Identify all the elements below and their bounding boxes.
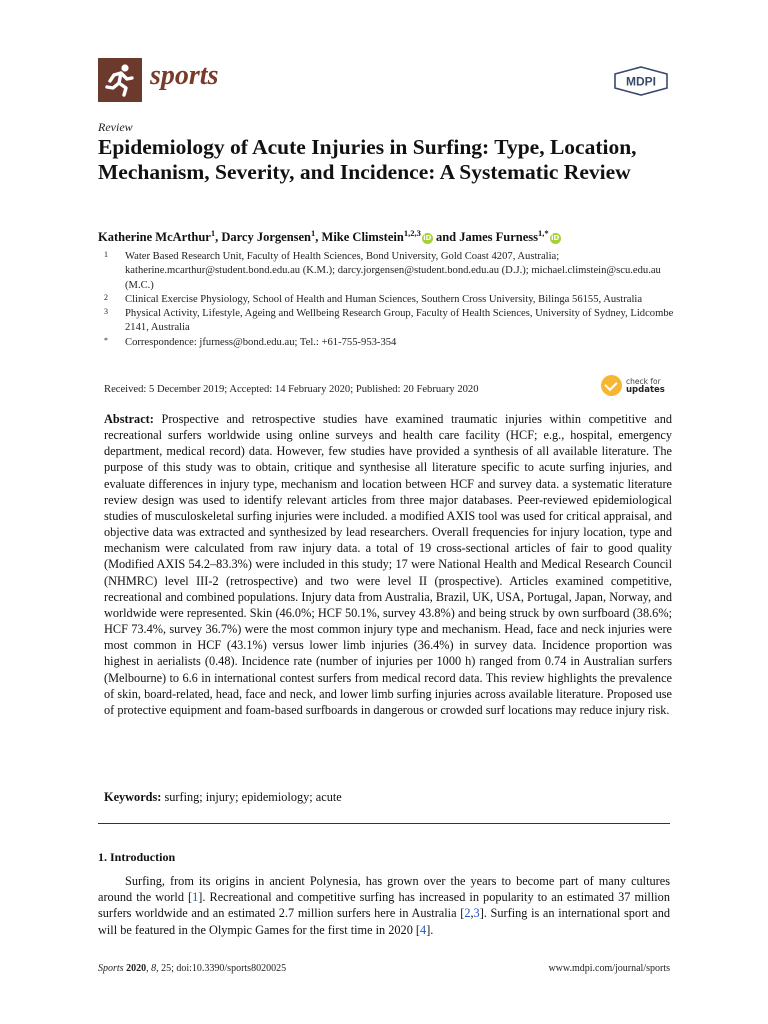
keywords-label: Keywords: [104, 790, 162, 804]
abstract-text: Prospective and retrospective studies have examined traumatic injuries within competitive and recreational surfers worldwide using online surveys and health care facility (HCF; e.g., hospital, emergency department, medical record) data. However, few studies have provided a synthesis of all available literature. The purpose of this study was to obtain, critique and synthesise all literature specific to acute surfing injuries, and evaluate differences in injury type, mechanism and location between HCF and survey data. a systematic literature review design was used to identify relevant articles from three major databases. Peer-reviewed epidemiological studies of musculoskeletal surfing injuries were included. a modified AXIS tool was used for critical appraisal, and objective data was extracted and synthesized by lead researchers. Overall frequencies for injury location, type and mechanism were calculated from raw injury data. a total of 19 cross-sectional articles of fair to good quality (Modified AXIS 54.2–83.3%) were included in this study; 17 were National Health and Medical Research Council (NHMRC) level III-2 (retrospective) and two were level II (prospective). Articles examined competitive, recreational and combined populations. Injury data from Australia, Brazil, UK, USA, Portugal, Japan, Norway, and worldwide were represented. Skin (46.0%; HCF 50.1%, survey 43.8%) and being struck by own surfboard (38.6%; HCF 73.4%, survey 36.7%) were the most common injury type and mechanism. Head, face and neck injuries were most common in HCF (43.1%) versus lower limb injuries (36.4%) in survey data. Incidence proportion was highest in aerialists (0.48). Incidence rate (number of injuries per 1000 h) ranged from 0.74 in Australian surfers (Melbourne) to 6.6 in international contest surfers from medical record data. This review highlights the prevalence of skin, board-related, head, face and neck, and lower limb surfing injuries across available literature. Proposed use of protective equipment and foam-based surfboards in dangerous or crowded surf locations may reduce injury risk. [104, 412, 673, 717]
article-type: Review [98, 120, 133, 134]
check-updates-line2: updates [626, 385, 665, 395]
introduction-paragraph [98, 873, 670, 938]
abstract-label: Abstract: [104, 412, 154, 426]
affiliations [104, 250, 674, 350]
author-name: Darcy Jorgensen [221, 230, 312, 245]
intro-text: ]. Surfing is an international sport and will be featured in the Olympic Games for the first time in 2020 [ [98, 906, 670, 937]
intro-text: ]. [426, 922, 434, 937]
footer-url[interactable]: www.mdpi.com/journal/sports [548, 963, 670, 974]
footer-citation: Sports 2020, 8, 25; doi:10.3390/sports8020025 [98, 963, 287, 974]
keywords [104, 790, 342, 805]
orcid-icon[interactable]: iD [423, 234, 432, 243]
author-affil-sup: 1,2,3 [403, 228, 421, 238]
check-for-updates-button[interactable] [601, 374, 671, 398]
author-affil-sup: 1 [311, 228, 316, 238]
divider [98, 823, 670, 824]
author-list [98, 228, 698, 245]
intro-text: Surfing, from its origins in ancient Polynesia, has grown over the years to become part of many cultures around the world [ [98, 874, 670, 905]
author-separator: , [315, 230, 322, 245]
check-updates-line1: check for [626, 377, 661, 386]
author-affil-sup: 1 [210, 228, 216, 238]
journal-header [98, 58, 670, 104]
footer-doi: , 25; doi:10.3390/sports8020025 [156, 963, 287, 974]
affiliation-text: Physical Activity, Lifestyle, Ageing and Wellbeing Research Group, Faculty of Health Sciences, University of Sydney, Lidcombe 2141, Australia [125, 308, 674, 334]
affiliation-text: Water Based Research Unit, Faculty of Health Sciences, Bond University, Gold Coast 4207, Australia; katherine.mcarthur@student.bond.edu.au (K.M.); darcy.jorgensen@student.bond.edu.au (D.J.); michael.climstein@scu.edu.au (M.C.) [125, 251, 661, 291]
affiliation-number: 1 [104, 250, 108, 259]
author-name: James Furness [459, 230, 539, 245]
check-updates-icon [601, 375, 622, 396]
journal-name: sports [150, 60, 219, 91]
citation-link[interactable]: 1 [192, 890, 199, 905]
correspondence-text: Correspondence: jfurness@bond.edu.au; Tel.: +61-755-953-354 [125, 336, 397, 348]
paper-title: Epidemiology of Acute Injuries in Surfing: Type, Location, Mechanism, Severity, and Incidence: A Systematic Review [98, 135, 637, 184]
mdpi-logo [612, 66, 670, 100]
author-separator: , [215, 230, 222, 245]
citation-link[interactable]: 4 [420, 922, 427, 937]
author-name: Mike Climstein [321, 230, 404, 245]
affiliation-text: Clinical Exercise Physiology, School of Health and Human Sciences, Southern Cross University, Bilinga 56155, Australia [125, 293, 643, 305]
orcid-icon[interactable]: iD [551, 234, 560, 243]
affiliation-number: * [104, 335, 108, 345]
intro-text: ]. Recreational and competitive surfing has increased in popularity to an estimated 37 million surfers worldwide and an estimated 2.7 million surfers here in Australia [ [98, 890, 670, 921]
keywords-text: surfing; injury; epidemiology; acute [164, 790, 342, 804]
correspondence-item [104, 336, 674, 350]
author-affil-sup: 1,* [538, 228, 549, 238]
affiliation-item [104, 307, 674, 336]
affiliation-item [104, 293, 674, 307]
publication-dates: Received: 5 December 2019; Accepted: 14 February 2020; Published: 20 February 2020 [104, 384, 479, 395]
affiliation-number: 3 [104, 307, 108, 317]
section-heading: 1. Introduction [98, 850, 176, 864]
sports-logo-icon [98, 58, 142, 102]
footer-year: 2020 [126, 963, 147, 974]
author-name: Katherine McArthur [98, 230, 211, 245]
affiliation-number: 2 [104, 292, 108, 302]
footer-volume: 8 [151, 963, 157, 974]
publisher-name: MDPI [626, 74, 656, 89]
citation-link[interactable]: 3 [473, 906, 480, 921]
intro-text: , [470, 906, 474, 921]
citation-link[interactable]: 2 [464, 906, 471, 921]
abstract [104, 411, 672, 718]
footer-journal: Sports [98, 963, 124, 974]
affiliation-item [104, 250, 674, 293]
author-separator: and [432, 230, 460, 245]
